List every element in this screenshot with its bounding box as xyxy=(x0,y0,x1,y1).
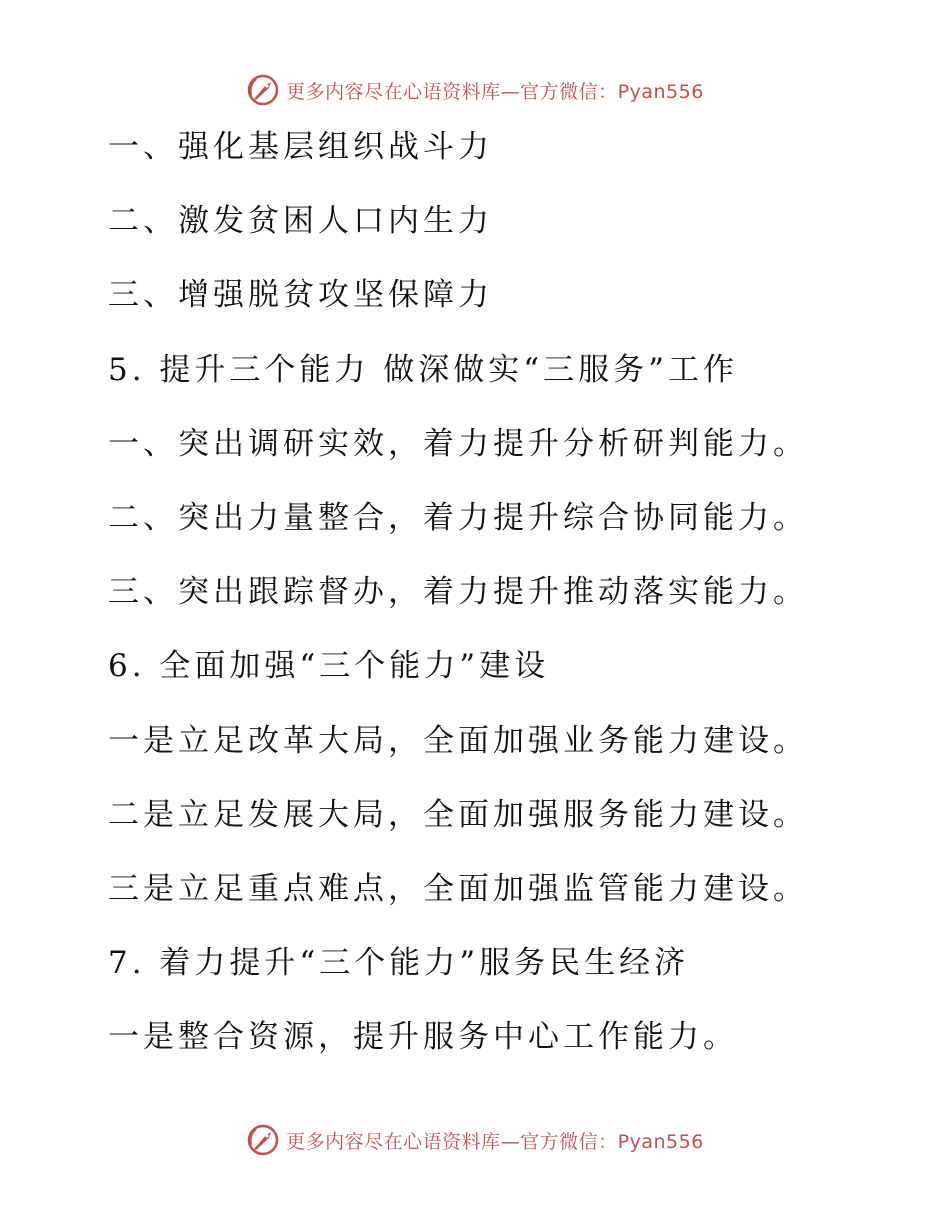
text-line: 二、突出力量整合，着力提升综合协同能力。 xyxy=(108,499,808,536)
text-line: 三是立足重点难点，全面加强监管能力建设。 xyxy=(108,870,808,907)
watermark-text: 更多内容尽在心语资料库—官方微信：Pyan556 xyxy=(286,80,704,103)
pen-nib-logo-icon xyxy=(246,73,280,107)
section-heading: 6. 全面加强“三个能力”建设 xyxy=(108,648,550,685)
text-line: 三、增强脱贫攻坚保障力 xyxy=(108,277,493,314)
document-body xyxy=(108,122,908,1086)
text-line: 二、激发贫困人口内生力 xyxy=(108,203,493,240)
text-line: 一是立足改革大局，全面加强业务能力建设。 xyxy=(108,722,808,759)
header-watermark xyxy=(0,70,950,110)
pen-nib-logo-icon xyxy=(246,1123,280,1157)
section-heading: 5. 提升三个能力 做深做实“三服务”工作 xyxy=(108,351,738,388)
text-line: 三、突出跟踪督办，着力提升推动落实能力。 xyxy=(108,574,808,611)
watermark-text: 更多内容尽在心语资料库—官方微信：Pyan556 xyxy=(286,1130,704,1153)
section-heading: 7. 着力提升“三个能力”服务民生经济 xyxy=(108,945,690,982)
text-line: 一、突出调研实效，着力提升分析研判能力。 xyxy=(108,425,808,462)
text-line: 一、强化基层组织战斗力 xyxy=(108,129,493,165)
text-line: 一是整合资源，提升服务中心工作能力。 xyxy=(108,1019,738,1056)
text-line: 二是立足发展大局，全面加强服务能力建设。 xyxy=(108,796,808,833)
footer-watermark xyxy=(0,1120,950,1160)
